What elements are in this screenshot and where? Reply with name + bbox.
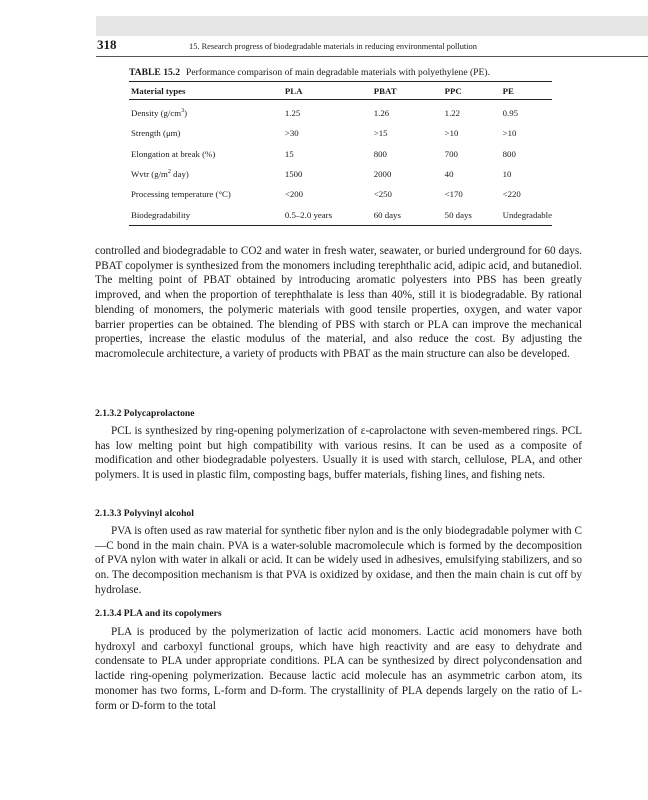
- table-cell: <250: [373, 189, 392, 200]
- table-cell: Undegradable: [501, 204, 552, 225]
- table-cell: >30: [284, 128, 299, 139]
- paragraph-text: PCL is synthesized by ring-opening polymerization of ε-caprolactone with seven-membered rings. PCL has low melting point but high compatibility with various resins. It can be used as a composite of modification and other biodegradable polyesters. Usually it is used with starch, cellulose, PLA, and other polymers. It is used in plastic film, composting bags, buffer materials, fishing lines, and fishing nets.: [95, 425, 582, 482]
- table-cell: <220: [502, 189, 521, 200]
- column-header: PE: [501, 82, 552, 100]
- running-head: 15. Research progress of biodegradable materials in reducing environmental pollution: [189, 42, 477, 51]
- paragraph-text: PVA is often used as raw material for synthetic fiber nylon and is the only biodegradable polymer with C—C bond in the main chain. PVA is a water-soluble macromolecule which is formed by the decomposition of PVA nylon with water in alkali or acid. It can be widely used in adhesives, emulsifying stabilizers, and so on. The decomposition mechanism is that PVA is oxidized by oxidase, and then the main chain is cut off by hydrolase.: [95, 525, 582, 596]
- table-cell: 50 days: [443, 204, 501, 225]
- column-header: PLA: [283, 82, 372, 100]
- page-number: 318: [97, 37, 117, 52]
- section-heading-pva: 2.1.3.3 Polyvinyl alcohol: [95, 508, 194, 519]
- table-header-row: [129, 82, 552, 100]
- table-cell: 1.25: [284, 108, 301, 119]
- table-row: [129, 144, 552, 164]
- table-cell: <200: [284, 189, 304, 200]
- table-cell: 0.95: [502, 108, 519, 119]
- table-cell: 1.26: [373, 108, 390, 119]
- table-row: [129, 204, 552, 225]
- column-header: Material types: [129, 82, 283, 100]
- column-header: PBAT: [372, 82, 443, 100]
- table-cell: 40: [444, 169, 454, 180]
- row-label: Processing temperature (°C): [131, 189, 231, 200]
- row-label: Elongation at break (%): [131, 148, 216, 159]
- column-header: PPC: [443, 82, 501, 100]
- paragraph-text: controlled and biodegradable to CO2 and water in fresh water, seawater, or buried underground for 60 days. PBAT copolymer is synthesized from the monomers including terephthalic acid, adipic acid, and butanediol. The melting point of PBAT obtained by introducing aromatic polyesters into PBS has been greatly improved, and when the proportion of terephthalate is less than 40%, still it is biodegradable. By rational blending of monomers, the polymeric materials with good tensile properties, oxygen, and water vapor barrier properties can be obtained. The blending of PBS with starch or PLA can improve the mechanical properties, increase the elastic modulus of the material, and also reduce the cost. By adjusting the macromolecule architecture, a variety of products with PBAT as the main structure can also be developed.: [95, 245, 582, 360]
- performance-table: [129, 81, 552, 226]
- row-label: Density $(g/cm^3)$: [131, 108, 188, 119]
- paragraph-pva: [95, 524, 582, 598]
- table-cell: 60 days: [372, 204, 443, 225]
- table-label: TABLE 15.2: [129, 67, 180, 78]
- row-label: Wvtr ($g/m^2$ day): [131, 169, 189, 180]
- section-heading-pcl: 2.1.3.2 Polycaprolactone: [95, 408, 195, 419]
- table-cell: >10: [502, 128, 517, 139]
- table-caption-text: Performance comparison of main degradable materials with polyethylene (PE).: [186, 67, 490, 78]
- table-row: [129, 164, 552, 184]
- table-cell: 800: [502, 148, 516, 159]
- table-cell: >15: [373, 128, 388, 139]
- table-cell: 15: [284, 148, 294, 159]
- table-cell: 1500: [284, 169, 303, 180]
- header-bar: [96, 16, 648, 36]
- table-cell: 2000: [373, 169, 392, 180]
- paragraph-pbat-continued: [95, 244, 582, 362]
- section-heading-pla: 2.1.3.4 PLA and its copolymers: [95, 608, 222, 619]
- row-label: Biodegradability: [129, 204, 283, 225]
- table-cell: 10: [502, 169, 512, 180]
- table-caption: [129, 67, 490, 78]
- paragraph-pla: [95, 625, 582, 713]
- paragraph-text: PLA is produced by the polymerization of lactic acid monomers. Lactic acid monomers have both hydroxyl and carboxyl functional groups, which have high reactivity and are easy to dehydrate and condensate to PLA under appropriate conditions. PLA can be synthesized by direct polycondensation and lactide ring-opening polymerization. Because lactic acid molecule has an asymmetric carbon atom, its monomer has two forms, L-form and D-form. The crystallinity of PLA depends largely on the ratio of L-form or D-form to the total: [95, 626, 582, 712]
- table-cell: >10: [444, 128, 459, 139]
- row-label: Strength (μm): [131, 128, 181, 139]
- table-row: [129, 100, 552, 124]
- table-cell: 0.5–2.0 years: [283, 204, 372, 225]
- table-cell: 1.22: [444, 108, 461, 119]
- table-row: [129, 184, 552, 204]
- header-rule: [96, 56, 648, 57]
- table-cell: 800: [373, 148, 387, 159]
- table-row: [129, 123, 552, 143]
- paragraph-pcl: [95, 424, 582, 483]
- table-cell: 700: [444, 148, 458, 159]
- table-cell: <170: [444, 189, 463, 200]
